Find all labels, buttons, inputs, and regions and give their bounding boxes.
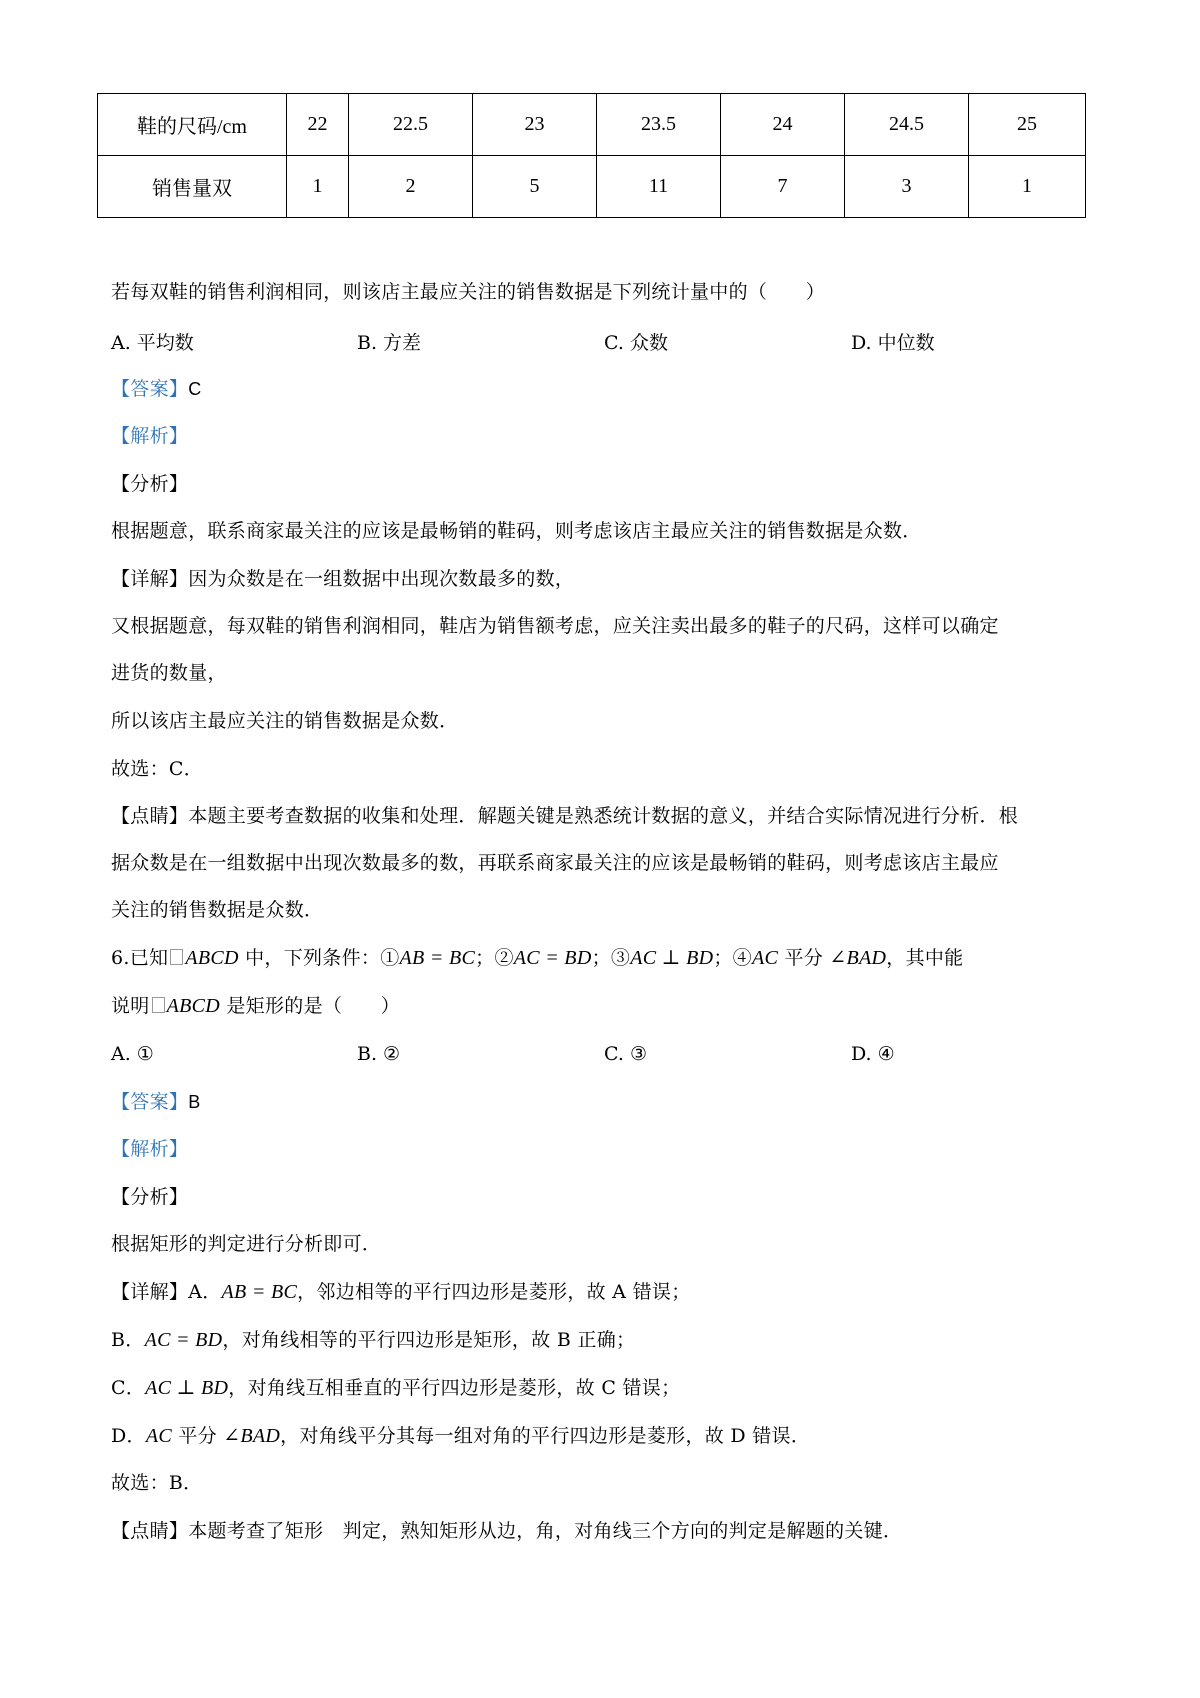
q5-detail-4: 所以该店主最应关注的销售数据是众数． (111, 710, 459, 732)
table-cell: 24 (721, 94, 845, 156)
parallelogram-icon (152, 997, 165, 1013)
detail-text: ，对角线相等的平行四边形是矩形，故 B 正确； (222, 1329, 636, 1351)
detail-text: ，对角线互相垂直的平行四边形是菱形，故 C 错误； (228, 1377, 681, 1399)
q6-detail-a (111, 1279, 691, 1305)
q5-dianjing-3: 关注的销售数据是众数． (111, 899, 324, 921)
table-cell: 25 (969, 94, 1086, 156)
stem-text: 已知 (129, 947, 169, 969)
q6-stem-line-2 (111, 993, 400, 1019)
q5-dianjing-2: 据众数是在一组数据中出现次数最多的数，再联系商家最关注的应该是最畅销的鞋码，则考虑该店主最应 (111, 852, 999, 874)
q5-fenxi-tag: 【分析】 (111, 473, 189, 495)
math-abcd: ABCD (185, 947, 239, 969)
separator: ； (475, 947, 495, 969)
shoe-size-table (97, 93, 1086, 218)
dianjing-text: 本题考查了矩形 判定，熟知矩形从边，角，对角线三个方向的判定是解题的关键． (188, 1520, 903, 1542)
table-cell: 23.5 (597, 94, 721, 156)
separator: ； (713, 947, 733, 969)
q5-choose: 故选：C． (111, 758, 204, 780)
table-cell: 3 (845, 156, 969, 218)
q5-answer (111, 376, 202, 402)
q6-jiexi-tag: 【解析】 (111, 1138, 189, 1160)
table-cell: 2 (349, 156, 473, 218)
answer-value: C (188, 379, 202, 399)
condition-2-mark: ② (494, 947, 514, 969)
q5-detail-2: 又根据题意，每双鞋的销售利润相同，鞋店为销售额考虑，应关注卖出最多的鞋子的尺码，这样可以确定 (111, 615, 999, 637)
stem-text: ，其中能 (886, 947, 964, 969)
condition-1-math: AB = BC (399, 947, 476, 969)
q5-option-b: B. 方差 (357, 332, 422, 354)
q6-detail-d (111, 1423, 810, 1449)
q6-fenxi-tag: 【分析】 (111, 1186, 189, 1208)
q5-jiexi-tag: 【解析】 (111, 425, 189, 447)
detail-text: 平分 (172, 1425, 224, 1447)
q6-option-c: C. ③ (604, 1043, 647, 1065)
answer-tag: 【答案】 (111, 1091, 189, 1113)
answer-tag: 【答案】 (111, 378, 189, 400)
stem-text: 是矩形的是（ ） (220, 995, 401, 1017)
detail-math: AC = BD (144, 1329, 223, 1351)
table-cell: 23 (473, 94, 597, 156)
table-cell: 5 (473, 156, 597, 218)
dianjing-tag: 【点睛】 (111, 805, 189, 827)
table-cell: 22.5 (349, 94, 473, 156)
stem-text: 平分 (778, 947, 830, 969)
q6-detail-b (111, 1327, 635, 1353)
stem-text: 说明 (111, 995, 150, 1017)
detail-tag: 【详解】 (111, 568, 189, 590)
detail-text: ，对角线平分其每一组对角的平行四边形是菱形，故 D 错误． (280, 1425, 811, 1447)
table-row (98, 94, 1086, 156)
detail-label: D． (111, 1425, 146, 1447)
q5-fenxi: 根据题意，联系商家最关注的应该是最畅销的鞋码，则考虑该店主最应关注的销售数据是众数． (111, 520, 922, 542)
q6-option-d: D. ④ (851, 1043, 895, 1065)
q5-option-a: A. 平均数 (111, 332, 194, 354)
detail-math: AB = BC (221, 1281, 298, 1303)
dianjing-tag: 【点睛】 (111, 1520, 189, 1542)
table-cell: 鞋的尺码/cm (98, 94, 287, 156)
table-row (98, 156, 1086, 218)
detail-label: A． (188, 1281, 222, 1303)
table-cell: 22 (287, 94, 349, 156)
table-cell: 24.5 (845, 94, 969, 156)
q5-detail-3: 进货的数量， (111, 662, 227, 684)
condition-1-mark: ① (380, 947, 400, 969)
detail-math: AC ⊥ BD (145, 1377, 229, 1399)
detail-text: 因为众数是在一组数据中出现次数最多的数， (188, 568, 575, 590)
q6-number: 6. (111, 947, 130, 969)
q6-stem-line-1 (111, 945, 963, 971)
table-cell: 11 (597, 156, 721, 218)
condition-4-math: AC (751, 947, 779, 969)
condition-4-angle: ∠BAD (829, 947, 887, 969)
q6-option-b: B. ② (357, 1043, 401, 1065)
condition-3-mark: ③ (610, 947, 631, 969)
condition-4-mark: ④ (732, 947, 752, 969)
q5-dianjing-1 (111, 803, 1018, 829)
q5-stem: 若每双鞋的销售利润相同，则该店主最应关注的销售数据是下列统计量中的（ ） (111, 281, 826, 303)
q5-detail-1 (111, 566, 574, 592)
dianjing-text: 本题主要考查数据的收集和处理．解题关键是熟悉统计数据的意义，并结合实际情况进行分析．根 (188, 805, 1019, 827)
separator: ； (591, 947, 611, 969)
q5-option-d: D. 中位数 (851, 332, 935, 354)
detail-label: B． (111, 1329, 145, 1351)
q6-choose: 故选：B． (111, 1472, 203, 1494)
parallelogram-icon (170, 949, 183, 965)
detail-label: C． (111, 1377, 146, 1399)
table-cell: 销售量双 (98, 156, 287, 218)
condition-3-math: AC ⊥ BD (630, 947, 714, 969)
q6-detail-c (111, 1375, 680, 1401)
answer-value: B (188, 1092, 201, 1112)
q6-dianjing (111, 1518, 902, 1544)
q6-answer (111, 1089, 201, 1115)
q5-option-c: C. 众数 (604, 332, 668, 354)
detail-tag: 【详解】 (111, 1281, 189, 1303)
q6-fenxi: 根据矩形的判定进行分析即可． (111, 1233, 382, 1255)
table-cell: 1 (969, 156, 1086, 218)
math-abcd: ABCD (166, 995, 221, 1017)
detail-math: AC (145, 1425, 173, 1447)
q6-option-a: A. ① (111, 1043, 154, 1065)
condition-2-math: AC = BD (513, 947, 592, 969)
stem-text: 中，下列条件： (238, 947, 381, 969)
table-cell: 7 (721, 156, 845, 218)
detail-text: ，邻边相等的平行四边形是菱形，故 A 错误； (297, 1281, 691, 1303)
detail-angle: ∠BAD (223, 1425, 281, 1447)
table-cell: 1 (287, 156, 349, 218)
